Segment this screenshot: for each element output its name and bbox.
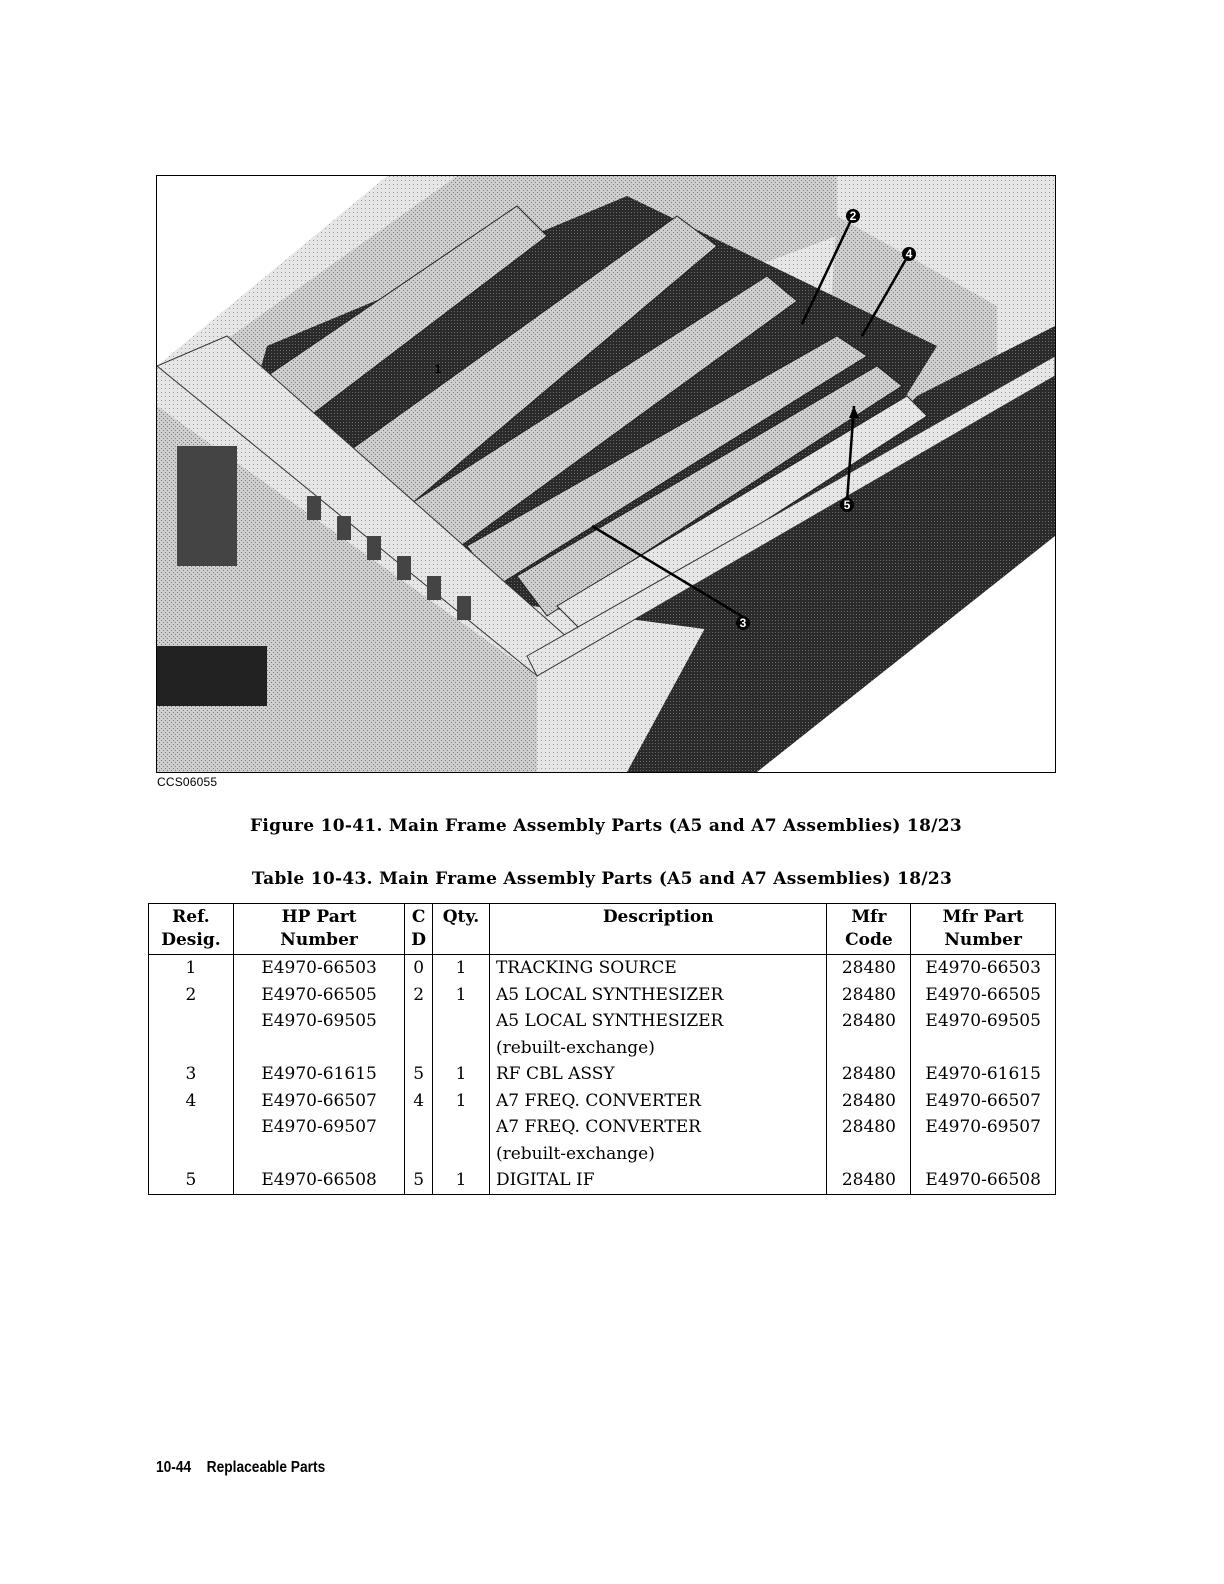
header-hp-part-2: Number [233,929,404,955]
cell-ref [149,1114,234,1141]
cell-hp-part: E4970-69507 [233,1114,404,1141]
header-qty: Qty. [433,904,490,930]
table-header-row [149,929,1056,955]
cell-mfr-code: 28480 [827,1088,911,1115]
cell-hp-part: E4970-66507 [233,1088,404,1115]
header-qty-2 [433,929,490,955]
cell-mfr-code: 28480 [827,1061,911,1088]
cell-description: (rebuilt-exchange) [489,1141,827,1168]
cell-ref [149,1035,234,1062]
cell-description: A7 FREQ. CONVERTER [489,1114,827,1141]
cell-ref [149,1141,234,1168]
cell-ref: 1 [149,955,234,982]
header-mfr-part: Mfr Part [911,904,1056,930]
table-row [149,1141,1056,1168]
table-row [149,955,1056,982]
cell-cd: 0 [405,955,433,982]
cell-mfr-part: E4970-66508 [911,1167,1056,1194]
cell-mfr-code: 28480 [827,955,911,982]
cell-hp-part: E4970-66505 [233,982,404,1009]
cell-cd [405,1114,433,1141]
cell-description: A5 LOCAL SYNTHESIZER [489,1008,827,1035]
callout-4: 4 [905,247,913,261]
table-row [149,1114,1056,1141]
cell-hp-part [233,1141,404,1168]
section-title: Replaceable Parts [206,1459,326,1476]
cell-hp-part: E4970-61615 [233,1061,404,1088]
cell-mfr-part: E4970-61615 [911,1061,1056,1088]
header-description: Description [489,904,827,930]
cell-qty: 1 [433,982,490,1009]
table-row [149,1008,1056,1035]
cell-mfr-code: 28480 [827,982,911,1009]
cell-hp-part: E4970-66503 [233,955,404,982]
table-row [149,1167,1056,1194]
cell-ref: 4 [149,1088,234,1115]
cell-qty [433,1114,490,1141]
cell-ref [149,1008,234,1035]
cell-mfr-code: 28480 [827,1114,911,1141]
cell-qty: 1 [433,1167,490,1194]
callout-2: 2 [849,209,857,223]
table-caption: Table 10-43. Main Frame Assembly Parts (A5 and A7 Assemblies) 18/23 [251,869,953,889]
table-row [149,982,1056,1009]
header-ref-2: Desig. [149,929,234,955]
cell-mfr-part: E4970-66505 [911,982,1056,1009]
table-row [149,1088,1056,1115]
cell-mfr-code: 28480 [827,1167,911,1194]
cell-description: DIGITAL IF [489,1167,827,1194]
main-frame-drawing [157,176,1055,772]
cell-ref: 2 [149,982,234,1009]
cell-hp-part [233,1035,404,1062]
cell-mfr-code [827,1035,911,1062]
header-hp-part: HP Part [233,904,404,930]
cell-ref: 3 [149,1061,234,1088]
header-mfr-code: Mfr [827,904,911,930]
assembly-illustration [156,175,1056,773]
cell-hp-part: E4970-69505 [233,1008,404,1035]
cell-qty [433,1141,490,1168]
callout-1: 1 [434,362,442,376]
header-cd: C [405,904,433,930]
header-description-2 [489,929,827,955]
table-row [149,1061,1056,1088]
figure-caption: Figure 10-41. Main Frame Assembly Parts (A5 and A7 Assemblies) 18/23 [250,816,962,836]
callout-3: 3 [739,616,747,630]
cell-description: A5 LOCAL SYNTHESIZER [489,982,827,1009]
header-mfr-code-2: Code [827,929,911,955]
cell-mfr-code [827,1141,911,1168]
cell-qty: 1 [433,1088,490,1115]
parts-table [148,903,1056,1195]
cell-qty: 1 [433,1061,490,1088]
cell-mfr-part: E4970-69507 [911,1114,1056,1141]
cell-ref: 5 [149,1167,234,1194]
header-cd-2: D [405,929,433,955]
table-row [149,1035,1056,1062]
cell-mfr-part: E4970-66507 [911,1088,1056,1115]
cell-cd: 5 [405,1061,433,1088]
cell-qty [433,1035,490,1062]
cell-mfr-part: E4970-66503 [911,955,1056,982]
figure-image-id: CCS06055 [157,775,218,789]
cell-mfr-part [911,1035,1056,1062]
cell-description: TRACKING SOURCE [489,955,827,982]
cell-cd [405,1008,433,1035]
cell-qty: 1 [433,955,490,982]
cell-cd [405,1035,433,1062]
cell-mfr-code: 28480 [827,1008,911,1035]
cell-cd: 5 [405,1167,433,1194]
cell-mfr-part [911,1141,1056,1168]
header-ref: Ref. [149,904,234,930]
cell-mfr-part: E4970-69505 [911,1008,1056,1035]
cell-cd: 2 [405,982,433,1009]
cell-description: A7 FREQ. CONVERTER [489,1088,827,1115]
table-header-row [149,904,1056,930]
page-footer [156,1459,325,1477]
callout-5: 5 [843,498,851,512]
cell-description: (rebuilt-exchange) [489,1035,827,1062]
cell-qty [433,1008,490,1035]
header-mfr-part-2: Number [911,929,1056,955]
page-number: 10-44 [156,1459,192,1476]
cell-description: RF CBL ASSY [489,1061,827,1088]
cell-hp-part: E4970-66508 [233,1167,404,1194]
cell-cd: 4 [405,1088,433,1115]
cell-cd [405,1141,433,1168]
